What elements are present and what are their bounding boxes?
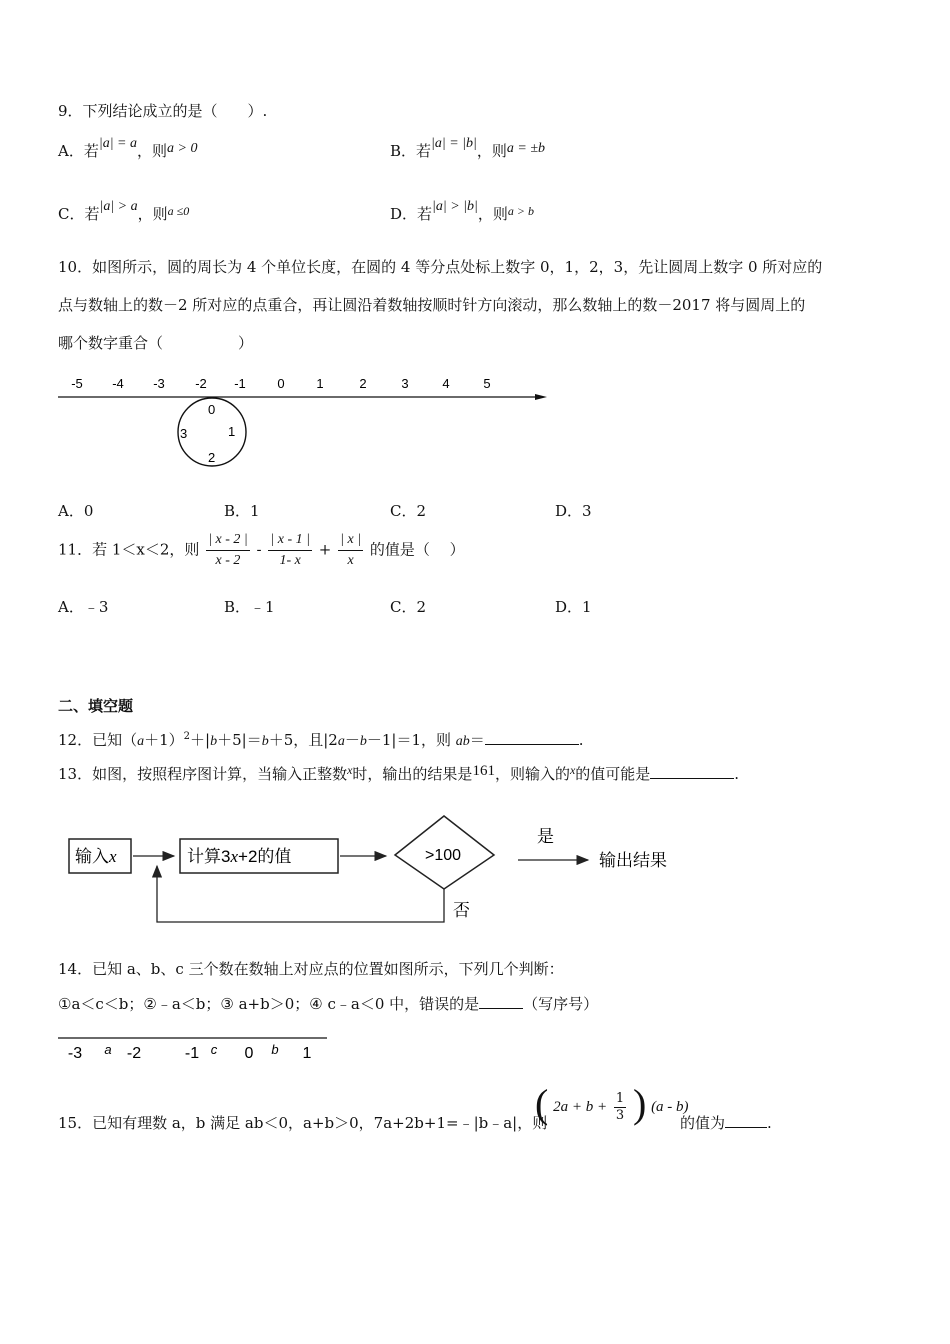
compute-label: 计算3x+2的值 [187, 847, 292, 866]
axis-label: 0 [244, 1045, 254, 1062]
q10-option-d: D．3 [555, 502, 592, 520]
fraction-numerator: | x | [338, 530, 363, 551]
axis-label: 1 [302, 1045, 312, 1062]
q10-line2: 点与数轴上的数－2 所对应的点重合，再让圆沿着数轴按顺时针方向滚动，那么数轴上的数－2017 将与圆周上的 [58, 296, 806, 314]
axis-label: c [210, 1042, 218, 1057]
q14-line2 [58, 993, 598, 1014]
loop-back-arrow [157, 866, 444, 922]
input-label: 输入x [75, 847, 117, 866]
text: . [734, 765, 740, 783]
axis-tick-label: 4 [442, 376, 450, 391]
axis-label: -2 [126, 1045, 142, 1062]
q10-option-a: A．0 [58, 502, 94, 520]
expr-part: (a - b) [651, 1099, 689, 1115]
text: ＝ [469, 731, 485, 749]
paren-left-icon: ( [535, 1081, 549, 1126]
no-label: 否 [453, 901, 470, 920]
answer-blank[interactable] [479, 1008, 523, 1009]
circle-label-2: 2 [208, 450, 216, 465]
then-text: ，则 [476, 142, 507, 160]
text: ＋1） [144, 731, 184, 749]
fraction-numerator: | x - 1 | [268, 530, 312, 551]
text: ＋5，且|2 [268, 731, 338, 749]
text: ＋| [190, 731, 211, 749]
q10-option-b: B．1 [224, 502, 260, 520]
axis-tick-label: 2 [359, 376, 367, 391]
q9-option-b [390, 136, 546, 161]
var: x [569, 763, 576, 777]
q13-text [58, 763, 739, 784]
fraction-numerator: 1 [615, 1091, 625, 1106]
var: x [347, 763, 353, 777]
q11-option-b: B．﹣1 [224, 598, 275, 616]
axis-tick-label: 1 [316, 376, 324, 391]
math-condition: |a| = a [98, 136, 137, 151]
q10-option-c: C．2 [390, 502, 427, 520]
axis-label: -1 [184, 1045, 200, 1062]
text: （写序号） [523, 995, 599, 1013]
q9-stem: 9．下列结论成立的是（ ）. [58, 102, 268, 120]
q15-text-end [680, 1112, 772, 1133]
axis-tick-labels [71, 376, 490, 391]
circle-label-3: 3 [180, 426, 188, 441]
exponent: 2 [183, 731, 191, 742]
q10-line1: 10．如图所示，圆的周长为 4 个单位长度，在圆的 4 等分点处标上数字 0，1，2，3，先让圆周上数字 0 所对应的 [58, 258, 823, 276]
answer-blank[interactable] [725, 1127, 767, 1128]
fraction-numerator: | x - 2 | [206, 530, 250, 551]
axis-label: b [271, 1042, 279, 1057]
fraction-3 [338, 530, 363, 571]
then-text: ，则 [477, 205, 508, 223]
q11-option-c: C．2 [390, 598, 427, 616]
q10-line3: 哪个数字重合（ ） [58, 334, 254, 352]
math-condition: |a| = |b| [431, 136, 477, 151]
option-label: D．若 [390, 205, 433, 223]
answer-blank[interactable] [485, 744, 579, 745]
fraction-denominator: x - 2 [215, 553, 241, 568]
section-title: 二、填空题 [58, 697, 134, 715]
text: 13．如图，按照程序图计算，当输入正整数 [58, 765, 348, 783]
stem-end: 的值是（ ） [369, 540, 465, 559]
program-flowchart [60, 812, 700, 932]
math-condition: |a| > |b| [432, 199, 478, 214]
number: 161 [472, 763, 495, 779]
text: 的值为 [680, 1114, 726, 1132]
q9-option-a [58, 136, 198, 161]
fraction-denominator: 3 [615, 1108, 625, 1123]
number-line-circle-figure [55, 372, 555, 472]
q9-option-c [58, 199, 190, 224]
math-result: a > b [507, 204, 534, 218]
text: 12．已知（ [58, 731, 138, 749]
var: a [137, 734, 145, 749]
option-label: A．若 [58, 142, 99, 160]
text: 的值可能是 [575, 765, 651, 783]
axis-tick-label: 0 [277, 376, 285, 391]
operator: + [318, 540, 332, 559]
fraction-1 [206, 530, 250, 571]
q14-line1: 14．已知 a、b、c 三个数在数轴上对应点的位置如图所示，下列几个判断： [58, 960, 564, 978]
q12-text [58, 729, 584, 750]
expr-part: 2a + b + [553, 1099, 608, 1115]
abc-number-line [55, 1030, 335, 1066]
var: b [261, 734, 269, 749]
then-text: ，则 [137, 142, 168, 160]
var: a [337, 734, 345, 749]
var: b [359, 734, 367, 749]
math-result: a = ±b [506, 141, 546, 156]
q11-stem [58, 530, 465, 571]
axis-arrow-icon [535, 394, 547, 400]
text: ＋5|＝ [217, 731, 262, 749]
answer-blank[interactable] [650, 778, 734, 779]
q15-expression [535, 1081, 689, 1136]
text: ①a＜c＜b；②﹣a＜b；③ a+b＞0；④ c﹣a＜0 中，错误的是 [58, 995, 480, 1013]
option-label: C．若 [58, 205, 100, 223]
circle-label-0: 0 [208, 402, 216, 417]
axis-tick-label: -3 [153, 376, 165, 391]
axis-label: a [104, 1042, 112, 1057]
text: ，则输入的 [494, 765, 570, 783]
fraction-denominator: 1- x [279, 553, 301, 568]
yes-label: 是 [537, 827, 554, 846]
stem-start: 11．若 1＜x＜2，则 [58, 540, 200, 559]
axis-tick-label: -5 [71, 376, 83, 391]
axis-tick-label: -1 [234, 376, 246, 391]
text: . [578, 731, 584, 749]
then-text: ，则 [137, 205, 168, 223]
q11-option-d: D．1 [555, 598, 592, 616]
paren-right-icon: ) [632, 1081, 647, 1126]
axis-tick-label: -2 [195, 376, 207, 391]
option-label: B．若 [390, 142, 432, 160]
operator: - [256, 540, 262, 559]
text: . [767, 1114, 772, 1132]
axis-labels [68, 1042, 312, 1062]
fraction-2 [268, 530, 312, 571]
condition-label: >100 [425, 847, 462, 864]
fraction-one-third [614, 1091, 626, 1124]
var: ab [455, 734, 470, 749]
axis-tick-label: -4 [112, 376, 124, 391]
math-result: a > 0 [167, 141, 198, 156]
axis-tick-label: 3 [401, 376, 409, 391]
output-label: 输出结果 [599, 851, 667, 870]
circle-label-1: 1 [228, 424, 236, 439]
math-result: a ≤0 [167, 204, 190, 218]
var: b [210, 734, 218, 749]
q15-text-start: 15．已知有理数 a，b 满足 ab＜0，a+b＞0，7a+2b+1=﹣|b﹣a|，则 [58, 1114, 548, 1132]
text: 时，输出的结果是 [352, 765, 473, 783]
text: － [344, 731, 360, 749]
axis-label: -3 [67, 1045, 83, 1062]
fraction-denominator: x [347, 553, 354, 568]
q9-option-d [390, 199, 534, 224]
q11-option-a: A．﹣3 [58, 598, 109, 616]
math-condition: |a| > a [99, 199, 138, 214]
text: －1|＝1，则 [366, 731, 456, 749]
axis-tick-label: 5 [483, 376, 491, 391]
